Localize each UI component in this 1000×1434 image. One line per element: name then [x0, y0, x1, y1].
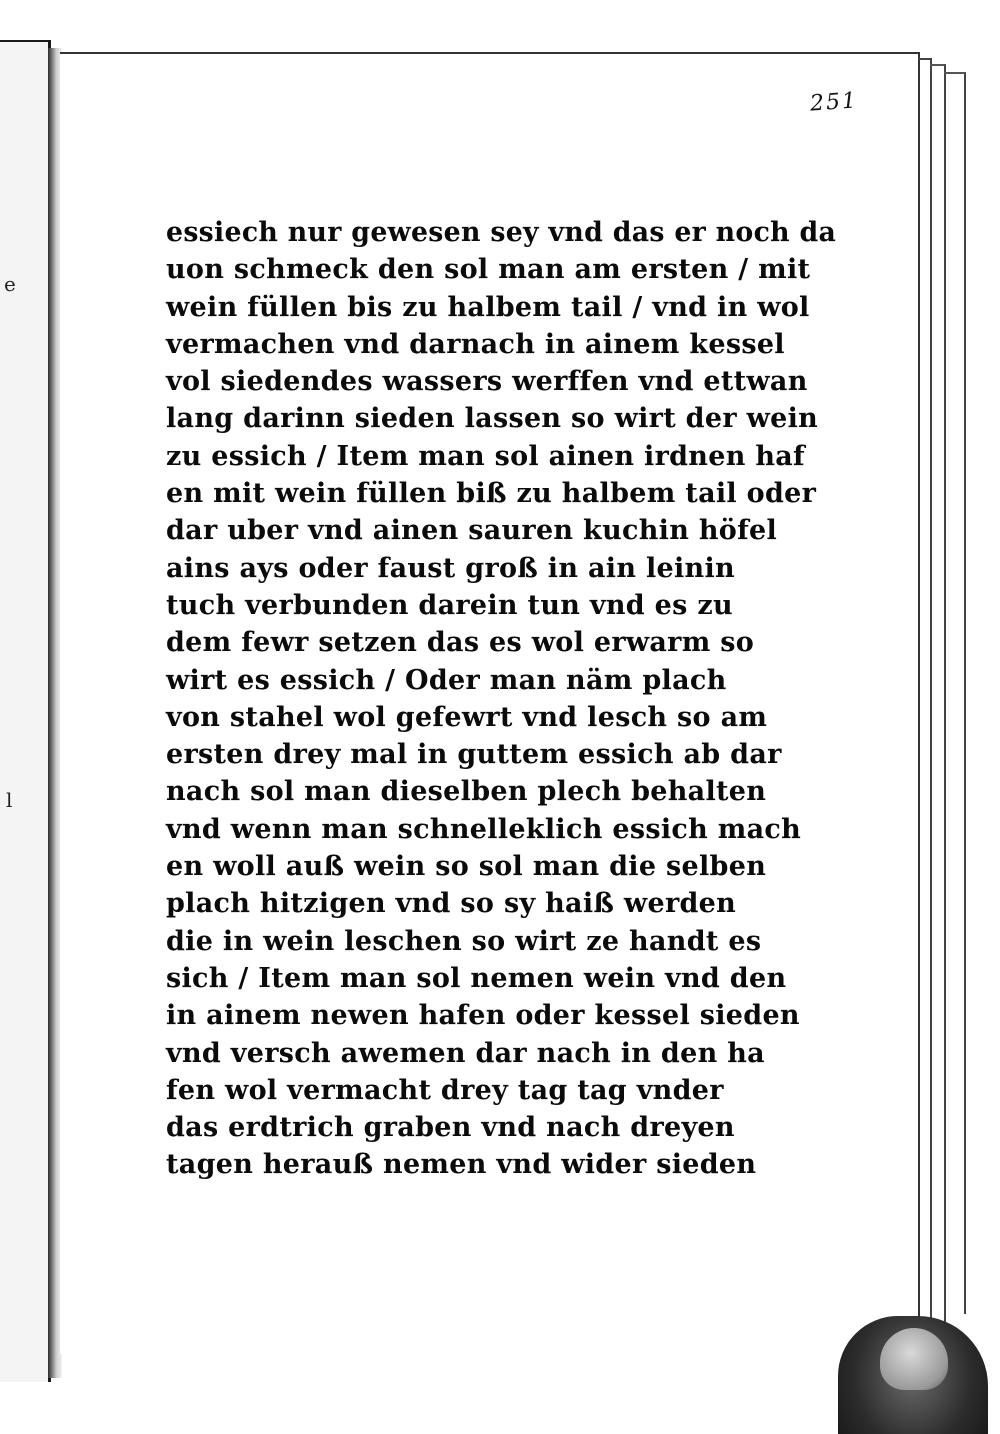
text-line: vnd versch awemen dar nach in den ha — [166, 1037, 765, 1069]
text-line: en woll auß wein so sol man die selben — [166, 851, 767, 883]
text-line: vol siedendes wassers werffen vnd ettwan — [166, 366, 808, 398]
text-line: tagen herauß nemen vnd wider sieden — [166, 1149, 757, 1181]
text-line: das erdtrich graben vnd nach dreyen — [166, 1112, 735, 1144]
left-margin-mark: e — [4, 272, 16, 296]
text-line: sich / Item man sol nemen wein vnd den — [166, 962, 787, 994]
text-line: zu essich / Item man sol ainen irdnen haf — [166, 440, 805, 472]
thumbnail-nail — [880, 1328, 948, 1390]
text-line: fen wol vermacht drey tag tag vnder — [166, 1074, 724, 1106]
page-edge — [944, 72, 966, 1314]
text-line: en mit wein füllen biß zu halbem tail oder — [166, 478, 817, 510]
text-line: wirt es essich / Oder man näm plach — [166, 664, 727, 696]
text-line: ains ays oder faust groß in ain leinin — [166, 552, 735, 584]
left-margin-mark: l — [6, 788, 13, 812]
text-line: ersten drey mal in guttem essich ab dar — [166, 739, 782, 771]
text-line: uon schmeck den sol man am ersten / mit — [166, 254, 811, 286]
text-line: nach sol man dieselben plech behalten — [166, 776, 767, 808]
text-line: vermachen vnd darnach in ainem kessel — [166, 328, 785, 360]
text-line: plach hitzigen vnd so sy haiß werden — [166, 888, 737, 920]
manuscript-text — [166, 214, 836, 1184]
folio-number: 251 — [809, 88, 859, 117]
text-line: vnd wenn man schnelleklich essich mach — [166, 813, 802, 845]
text-line: die in wein leschen so wirt ze handt es — [166, 925, 762, 957]
text-line: von stahel wol gefewrt vnd lesch so am — [166, 701, 768, 733]
text-line: dar uber vnd ainen sauren kuchin höfel — [166, 515, 778, 547]
text-line: tuch verbunden darein tun vnd es zu — [166, 589, 733, 621]
text-line: in ainem newen hafen oder kessel sieden — [166, 1000, 800, 1032]
text-line: essiech nur gewesen sey vnd das er noch da — [166, 217, 837, 248]
text-line: lang darinn sieden lassen so wirt der wein — [166, 403, 819, 435]
left-page-edge — [0, 40, 51, 1382]
text-line: wein füllen bis zu halbem tail / vnd in wol — [166, 291, 810, 323]
text-line: dem fewr setzen das es wol erwarm so — [166, 627, 755, 659]
